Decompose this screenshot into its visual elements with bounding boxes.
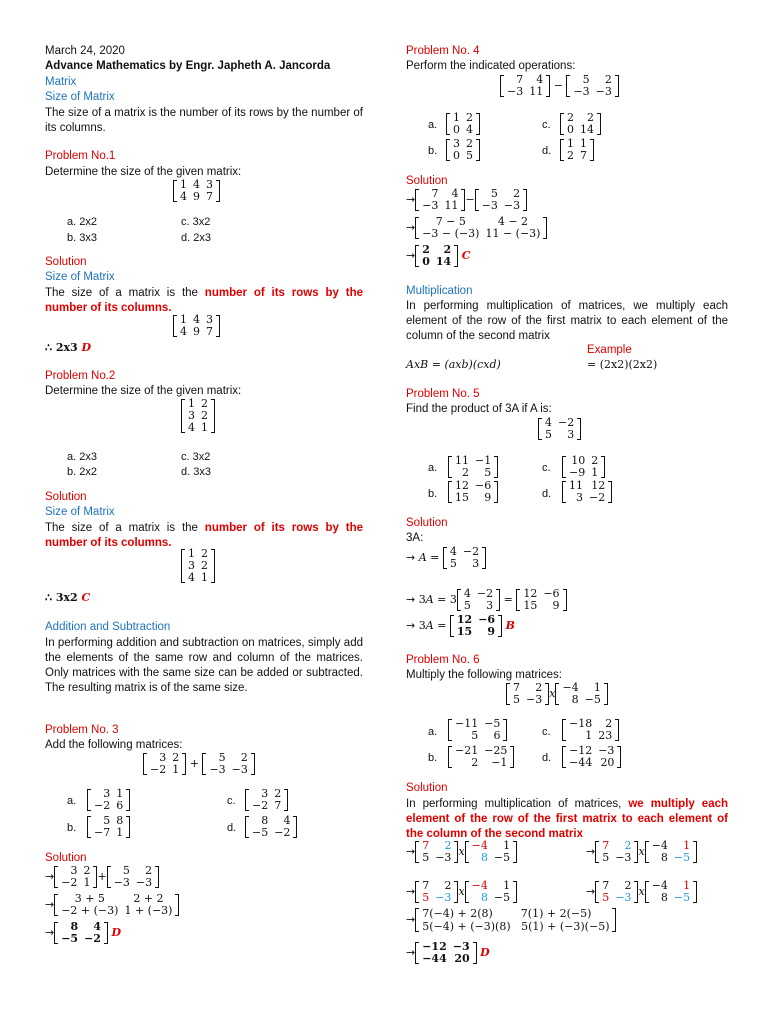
problem-3-option-a: 3 1 −2 6 <box>87 788 130 812</box>
problem-4-step-1: → 7 4 −3 11 − 5 2 −3 −3 <box>406 188 527 212</box>
problem-5-question: Find the product of 3A if A is: <box>406 403 552 415</box>
problem-5-option-c: 10 2 −9 1 <box>562 455 605 479</box>
problem-2-definition: The size of a matrix is the number of its rows by the number of its columns. <box>45 522 363 549</box>
mult-text: In performing multiplication of matrices, we multiply each element of the row of the first matrix to each element of the column of the second matrix <box>406 300 728 342</box>
problem-6-step-1d: → 7 2 5 −3 x −4 1 8 −5 <box>586 880 697 904</box>
definition-text: The size of a matrix is the number of its rows by the number of its columns. <box>45 107 363 134</box>
problem-5-option-d: 11 12 3 −2 <box>562 480 612 504</box>
problem-3-label-d: d. <box>227 822 237 834</box>
problem-6-solution-label: Solution <box>406 782 448 794</box>
problem-5-label-c: c. <box>542 462 551 474</box>
problem-5-matrix: 4 −2 5 3 <box>538 417 581 441</box>
problem-1-answer: ∴ 2x3 D <box>45 341 92 354</box>
mult-example: = (2x2)(2x2) <box>587 358 658 371</box>
problem-6-option-d: −12 −3 −44 20 <box>562 745 621 769</box>
problem-3-answer: → 8 4 −5 −2 D <box>45 920 122 945</box>
problem-2-question: Determine the size of the given matrix: <box>45 385 242 397</box>
problem-2-option-a: a. 2x3 <box>67 451 97 463</box>
course-title: Advance Mathematics by Engr. Japheth A. Jancorda <box>45 60 331 72</box>
problem-5-step-2: → 3A = 3 4 −2 5 3 = 12 −6 15 9 <box>406 588 567 612</box>
problem-4-label-d: d. <box>542 145 552 157</box>
problem-2-matrix: 1 2 3 2 4 1 <box>181 398 215 434</box>
problem-4-option-d: 1 1 2 7 <box>560 138 594 162</box>
problem-4-expression: 7 4 −3 11 − 5 2 −3 −3 <box>500 74 619 98</box>
problem-5-label-d: d. <box>542 488 552 500</box>
problem-6-solution-text: In performing multiplication of matrices, we multiply each element of the row of the first matrix to each element of the column of the second matrix <box>406 798 729 840</box>
problem-6-label-a: a. <box>428 726 438 738</box>
subtopic-heading: Size of Matrix <box>45 91 115 103</box>
problem-1-solution-matrix: 1 4 3 4 9 7 <box>173 314 220 338</box>
problem-1-option-c: c. 3x2 <box>181 216 211 228</box>
problem-6-label-c: c. <box>542 726 551 738</box>
problem-1-option-a: a. 2x2 <box>67 216 97 228</box>
problem-4-label-c: c. <box>542 119 551 131</box>
problem-6-step-1b: → 7 2 5 −3 x −4 1 8 −5 <box>586 840 697 864</box>
problem-6-step-1a: → 7 2 5 −3 x −4 1 8 −5 <box>406 840 517 864</box>
problem-3-title: Problem No. 3 <box>45 724 119 736</box>
problem-5-label-b: b. <box>428 488 438 500</box>
date: March 24, 2020 <box>45 45 125 57</box>
problem-6-option-b: −21 −25 2 −1 <box>448 745 514 769</box>
mult-example-label: Example <box>587 344 632 356</box>
problem-6-label-b: b. <box>428 752 438 764</box>
problem-2-option-c: c. 3x2 <box>181 451 211 463</box>
problem-6-expression: 7 2 5 −3 x −4 1 8 −5 <box>506 682 608 706</box>
problem-6-label-d: d. <box>542 752 552 764</box>
problem-3-option-b: 5 8 −7 1 <box>87 815 130 839</box>
problem-5-option-b: 12 −6 15 9 <box>448 480 498 504</box>
problem-1-solution-heading: Size of Matrix <box>45 271 115 283</box>
problem-5-step-1: → A = 4 −2 5 3 <box>406 546 486 570</box>
problem-4-answer: → 2 2 0 14 C <box>406 243 471 268</box>
problem-3-expression: 3 2 −2 1 + 5 2 −3 −3 <box>143 752 255 776</box>
problem-6-option-a: −11 −5 5 6 <box>448 718 507 742</box>
problem-6-option-c: −18 2 1 23 <box>562 718 619 742</box>
problem-6-question: Multiply the following matrices: <box>406 669 562 681</box>
mult-formula: AxB = (axb)(cxd) <box>406 358 501 371</box>
problem-1-matrix: 1 4 3 4 9 7 <box>173 179 220 203</box>
problem-6-answer: → −12 −3 −44 20 D <box>406 940 490 965</box>
problem-2-title: Problem No.2 <box>45 370 116 382</box>
problem-1-solution-label: Solution <box>45 256 87 268</box>
problem-1-question: Determine the size of the given matrix: <box>45 166 242 178</box>
problem-5-option-a: 11 −1 2 5 <box>448 455 498 479</box>
problem-1-option-b: b. 3x3 <box>67 232 97 244</box>
mult-heading: Multiplication <box>406 285 473 297</box>
problem-3-option-d: 8 4 −5 −2 <box>245 815 297 839</box>
problem-2-option-b: b. 2x2 <box>67 466 97 478</box>
problem-5-solution-label: Solution <box>406 517 448 529</box>
problem-6-step-1c: → 7 2 5 −3 x −4 1 8 −5 <box>406 880 517 904</box>
problem-2-solution-matrix: 1 2 3 2 4 1 <box>181 548 215 584</box>
problem-3-question: Add the following matrices: <box>45 739 183 751</box>
problem-4-label-b: b. <box>428 145 438 157</box>
problem-4-title: Problem No. 4 <box>406 45 480 57</box>
problem-2-option-d: d. 3x3 <box>181 466 211 478</box>
problem-3-label-c: c. <box>227 795 236 807</box>
problem-3-label-a: a. <box>67 795 77 807</box>
problem-1-option-d: d. 2x3 <box>181 232 211 244</box>
problem-4-solution-label: Solution <box>406 175 448 187</box>
addsub-text: In performing addition and subtraction on matrices, simply add the elements of the same row and column of the matrices. Only matrices with the same size can be added or subtracted. The resulting matrix is of the same size. <box>45 637 363 694</box>
problem-3-step-1: → 3 2 −2 1 + 5 2 −3 −3 <box>45 865 159 889</box>
problem-5-answer: → 3A = 12 −6 15 9 B <box>406 613 515 638</box>
problem-4-question: Perform the indicated operations: <box>406 60 576 72</box>
problem-4-option-c: 2 2 0 14 <box>560 112 601 136</box>
problem-5-label-a: a. <box>428 462 438 474</box>
problem-4-step-2: → 7 − 5 4 − 2 −3 − (−3) 11 − (−3) <box>406 216 547 240</box>
addsub-heading: Addition and Subtraction <box>45 621 171 633</box>
problem-1-title: Problem No.1 <box>45 150 116 162</box>
problem-2-answer: ∴ 3x2 C <box>45 591 91 604</box>
problem-5-title: Problem No. 5 <box>406 388 480 400</box>
problem-4-label-a: a. <box>428 119 438 131</box>
problem-5-step-0: 3A: <box>406 532 424 544</box>
problem-6-title: Problem No. 6 <box>406 654 480 666</box>
problem-6-step-2: → 7(−4) + 2(8) 7(1) + 2(−5) 5(−4) + (−3)(8) 5(1) + (−3)(−5) <box>406 907 616 933</box>
problem-1-definition: The size of a matrix is the number of its rows by the number of its columns. <box>45 287 363 314</box>
problem-2-solution-label: Solution <box>45 491 87 503</box>
problem-3-solution-label: Solution <box>45 852 87 864</box>
problem-4-option-a: 1 2 0 4 <box>446 112 480 136</box>
problem-3-label-b: b. <box>67 822 77 834</box>
problem-3-step-2: → 3 + 5 2 + 2 −2 + (−3) 1 + (−3) <box>45 893 179 917</box>
topic-heading: Matrix <box>45 76 77 88</box>
problem-3-option-c: 3 2 −2 7 <box>245 788 288 812</box>
problem-4-option-b: 3 2 0 5 <box>446 138 480 162</box>
problem-2-solution-heading: Size of Matrix <box>45 506 115 518</box>
